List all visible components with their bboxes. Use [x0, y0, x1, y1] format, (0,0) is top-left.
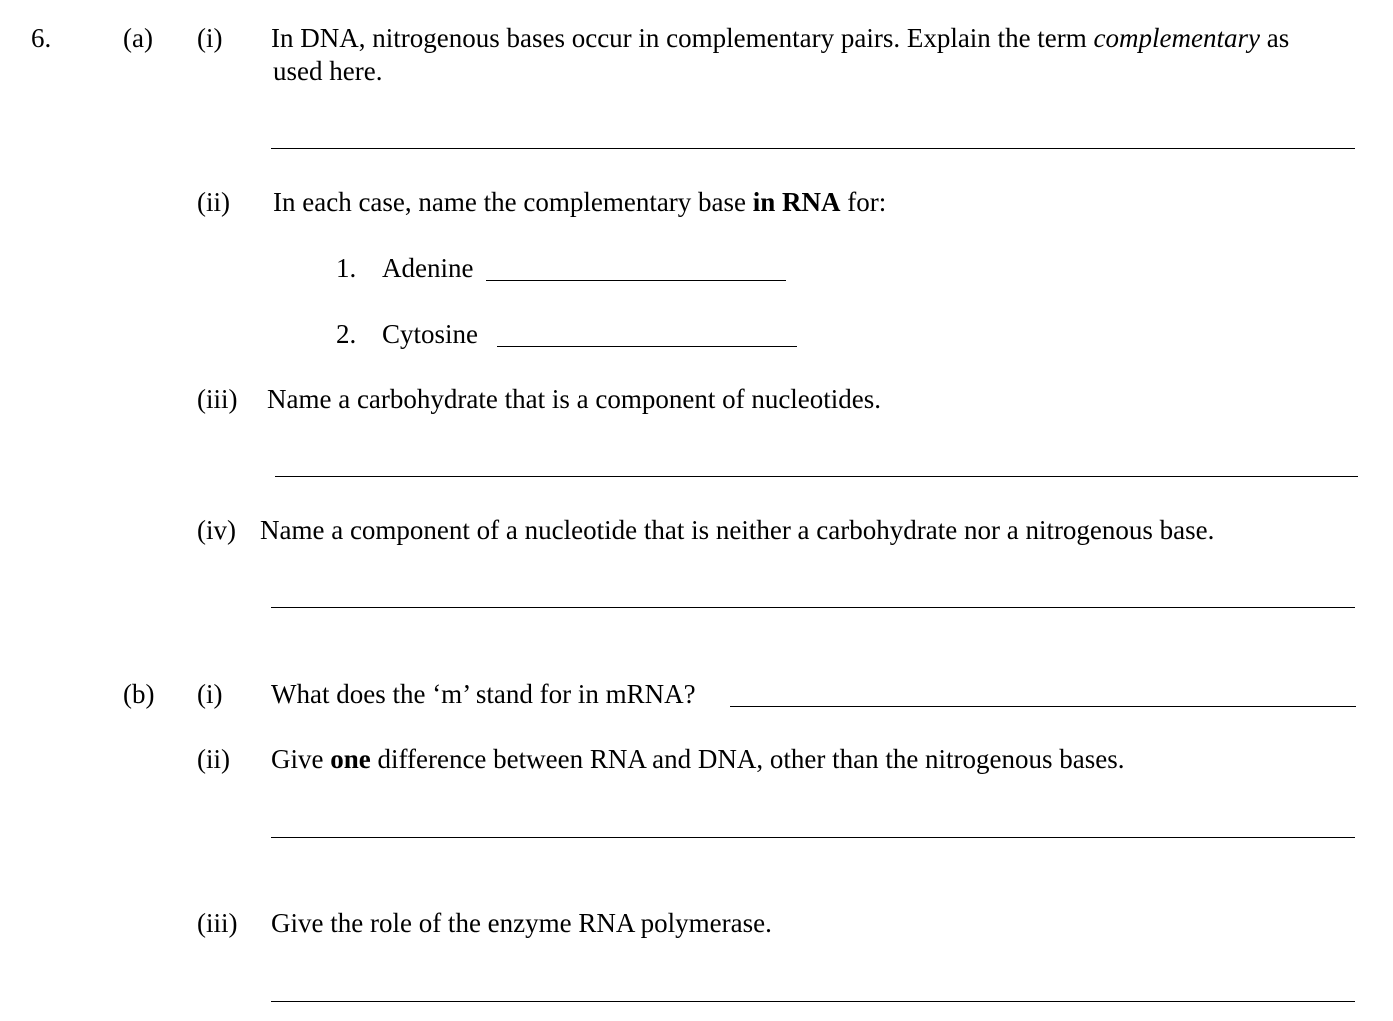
a-i-label: (i) [197, 23, 223, 53]
a-ii-text-1: In each case, name the complementary base [273, 187, 753, 217]
a-i-text-em: complementary [1093, 23, 1260, 53]
a-iv-question: Name a component of a nucleotide that is neither a carbohydrate nor a nitrogenous base. [260, 515, 1215, 545]
b-iii-question: Give the role of the enzyme RNA polymerase. [271, 908, 772, 938]
a-iv-label: (iv) [197, 515, 236, 545]
a-iii-label: (iii) [197, 384, 238, 414]
b-ii-answer-line[interactable] [271, 837, 1355, 838]
b-ii-label: (ii) [197, 744, 230, 774]
b-i-question: What does the ‘m’ stand for in mRNA? [271, 679, 696, 709]
a-ii-item-2-answer-line[interactable] [497, 346, 797, 347]
a-ii-item-2-num: 2. [336, 319, 357, 349]
a-i-text-1: In DNA, nitrogenous bases occur in complementary pairs. Explain the term [271, 23, 1094, 53]
a-ii-text-bold: in RNA [752, 187, 841, 217]
a-ii-item-1-num: 1. [336, 253, 357, 283]
b-iii-label: (iii) [197, 908, 238, 938]
a-ii-question [273, 186, 886, 218]
question-number: 6. [31, 23, 52, 53]
b-iii-answer-line[interactable] [271, 1001, 1355, 1002]
a-ii-item-1-name: Adenine [382, 253, 474, 283]
a-i-answer-line[interactable] [271, 148, 1355, 149]
a-i-text-2: as [1259, 23, 1290, 53]
a-iv-answer-line[interactable] [271, 607, 1355, 608]
a-ii-label: (ii) [197, 187, 230, 217]
part-b-label: (b) [123, 679, 155, 709]
a-i-question [271, 22, 1289, 54]
a-ii-text-2: for: [840, 187, 887, 217]
a-ii-item-2-name: Cytosine [382, 319, 479, 349]
b-ii-text-bold: one [330, 744, 371, 774]
b-i-answer-line[interactable] [730, 706, 1356, 707]
a-ii-item-1-answer-line[interactable] [486, 280, 786, 281]
b-ii-text-2: difference between RNA and DNA, other than the nitrogenous bases. [370, 744, 1125, 774]
part-a-label: (a) [123, 23, 153, 53]
a-i-question-line2: used here. [273, 56, 383, 86]
b-ii-question [271, 743, 1125, 775]
a-iii-question: Name a carbohydrate that is a component of nucleotides. [267, 384, 882, 414]
a-iii-answer-line[interactable] [275, 476, 1358, 477]
b-i-label: (i) [197, 679, 223, 709]
b-ii-text-1: Give [271, 744, 331, 774]
